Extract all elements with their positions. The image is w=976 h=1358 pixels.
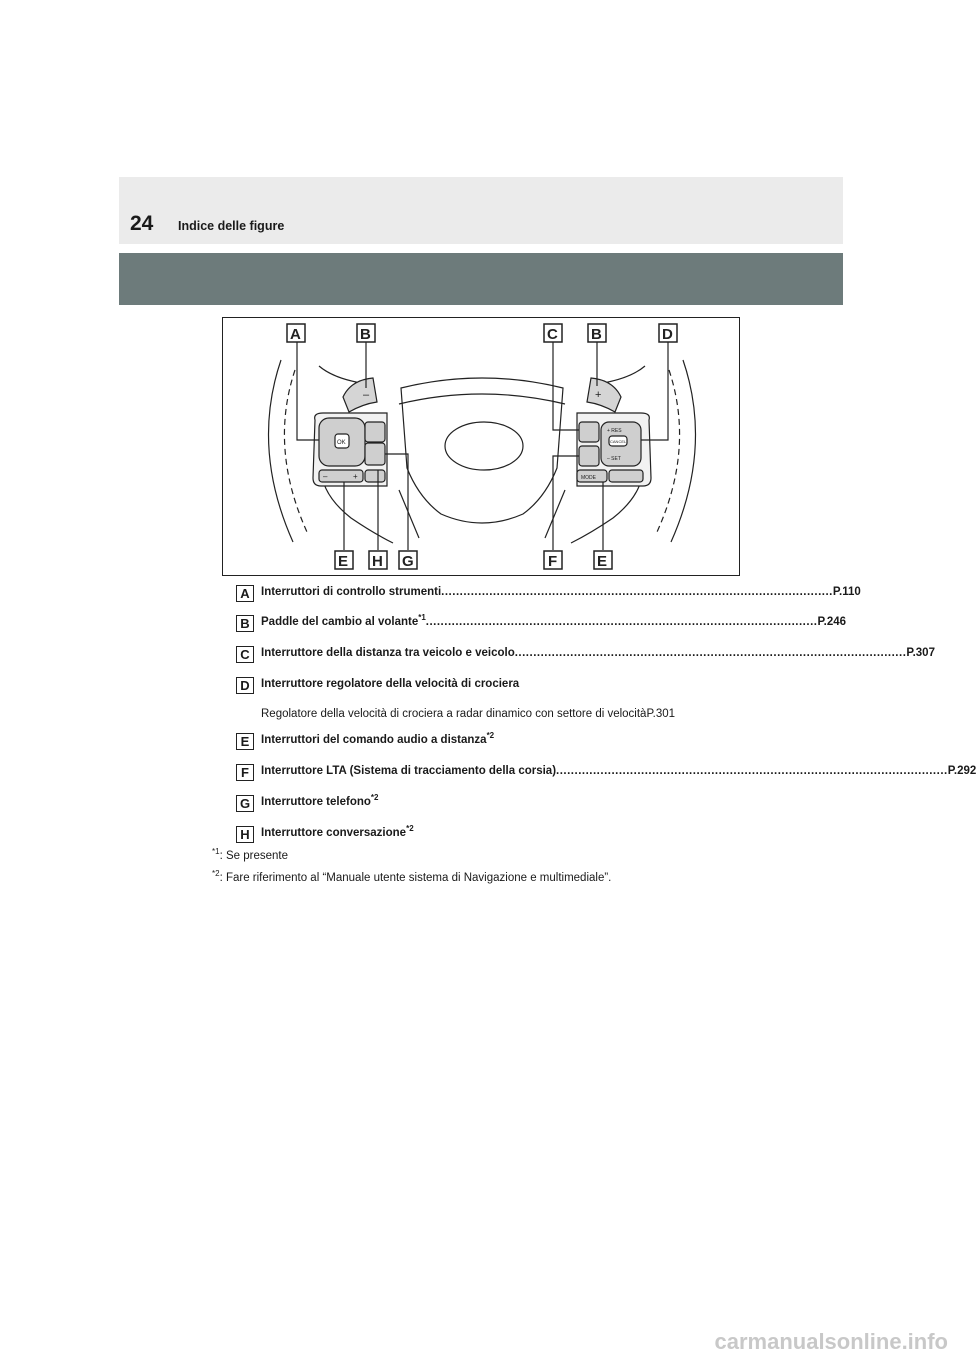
phone-button [365,443,385,465]
footnote-text: : Fare riferimento al “Manuale utente sistema di Navigazione e multimediale”. [219,872,612,884]
footnote-mark: *1 [212,847,220,856]
callout-h-bottom [369,551,387,570]
sub-item-label: Regolatore della velocità di crociera a radar dinamico con settore di velocità [261,708,647,720]
rim-left-inner [284,370,307,532]
svg-text:F: F [548,553,558,570]
mode-label: MODE [581,475,596,481]
svg-text:E: E [338,553,349,570]
header-band [119,177,843,244]
page-number: 24 [130,212,154,235]
item-label: Interruttori del comando audio a distanza [261,734,487,746]
paddle-right [587,378,621,412]
footnote-ref: *2 [370,793,379,803]
svg-text:D: D [662,326,673,343]
svg-text:H: H [372,553,383,570]
item-letter-badge: D [236,677,254,694]
set-label: – SET [607,456,621,462]
section-title: Indice delle figure [178,219,285,233]
center-emblem [445,422,523,470]
index-item-a[interactable]: A Interruttori di controllo strumenti .......................................................................................................... P.110 [236,585,726,605]
steering-wheel-figure [222,317,740,576]
item-label: Interruttore della distanza tra veicolo e veicolo [261,647,515,659]
item-label: Interruttore conversazione [261,827,407,839]
index-item-h [236,826,726,846]
item-letter-badge: B [236,615,254,632]
footer-watermark: carmanualsonline.info [714,1329,948,1354]
footnote-ref: *2 [486,731,495,741]
cancel-label: CANCEL [610,439,627,444]
volume-minus-label: – [323,472,328,481]
index-item-f[interactable]: F Interruttore LTA (Sistema di tracciamento della corsia) .......................................................................................................... P.292 [236,764,726,784]
sub-item-page-ref[interactable]: P.301 [646,708,676,720]
footnote-ref: *2 [406,824,414,834]
item-letter-badge: H [236,826,254,843]
page-footer [0,1323,960,1358]
item-page-ref[interactable]: P.292 [947,765,976,777]
callout-a-top [287,324,305,343]
section-banner [119,253,843,305]
item-letter-badge: C [236,646,254,663]
item-label: Interruttore LTA (Sistema di tracciamento della corsia) [261,765,557,777]
footnote-1 [212,847,288,862]
callout-g-bottom [399,551,417,570]
callout-f-bottom [544,551,562,570]
svg-text:C: C [547,326,558,343]
footnote-mark: *2 [212,869,220,878]
back-button [365,422,385,442]
footnote-text: : Se presente [219,850,288,862]
item-letter-badge: E [236,733,254,750]
item-letter-badge: G [236,795,254,812]
callout-b-top-right [588,324,606,343]
callout-e-bottom-left [335,551,353,570]
item-page-ref[interactable]: P.307 [906,647,935,659]
talk-button [365,470,385,482]
item-page-ref[interactable]: P.246 [817,616,847,628]
item-letter-badge: F [236,764,254,781]
callout-c-top [544,324,562,343]
item-page-ref[interactable]: P.110 [832,586,861,598]
steering-wheel-illustration [223,318,741,577]
item-label: Interruttori di controllo strumenti [261,586,442,598]
svg-text:E: E [597,553,608,570]
rim-left-outer [269,360,294,542]
svg-text:G: G [402,553,414,570]
item-label: Interruttore telefono [261,796,371,808]
callout-d-top [659,324,677,343]
index-item-c[interactable]: C Interruttore della distanza tra veicolo e veicolo .......................................................................................................... P.307 [236,646,726,666]
index-item-g [236,795,726,815]
volume-plus-label: + [353,472,358,481]
ok-button-label: OK [337,440,346,446]
res-label: + RES [607,428,622,434]
track-button [609,470,643,482]
svg-text:B: B [591,326,602,343]
index-item-b[interactable]: B Paddle del cambio al volante$^{*1}$ .......................................................................................................... P.246 [236,615,726,635]
lta-button [579,446,599,466]
footnote-2 [212,869,612,884]
item-letter-badge: A [236,585,254,602]
paddle-plus-label: + [595,389,602,401]
paddle-minus-label: – [363,389,370,401]
callout-e-bottom-right [594,551,612,570]
leader-f [553,456,579,550]
item-label: Interruttore regolatore della velocità di crociera [261,678,520,690]
wheel-hub [401,378,563,523]
svg-text:B: B [360,326,371,343]
rim-right-outer [671,360,696,542]
callout-b-top-left [357,324,375,343]
index-item-d [236,677,726,697]
sub-item-radar-cruise[interactable] [261,708,675,720]
svg-text:A: A [290,326,301,343]
item-label: Paddle del cambio al volante [261,616,419,628]
distance-button [579,422,599,442]
footnote-ref: *1 [418,613,426,623]
index-item-e [236,733,726,753]
paddle-left [343,378,377,412]
